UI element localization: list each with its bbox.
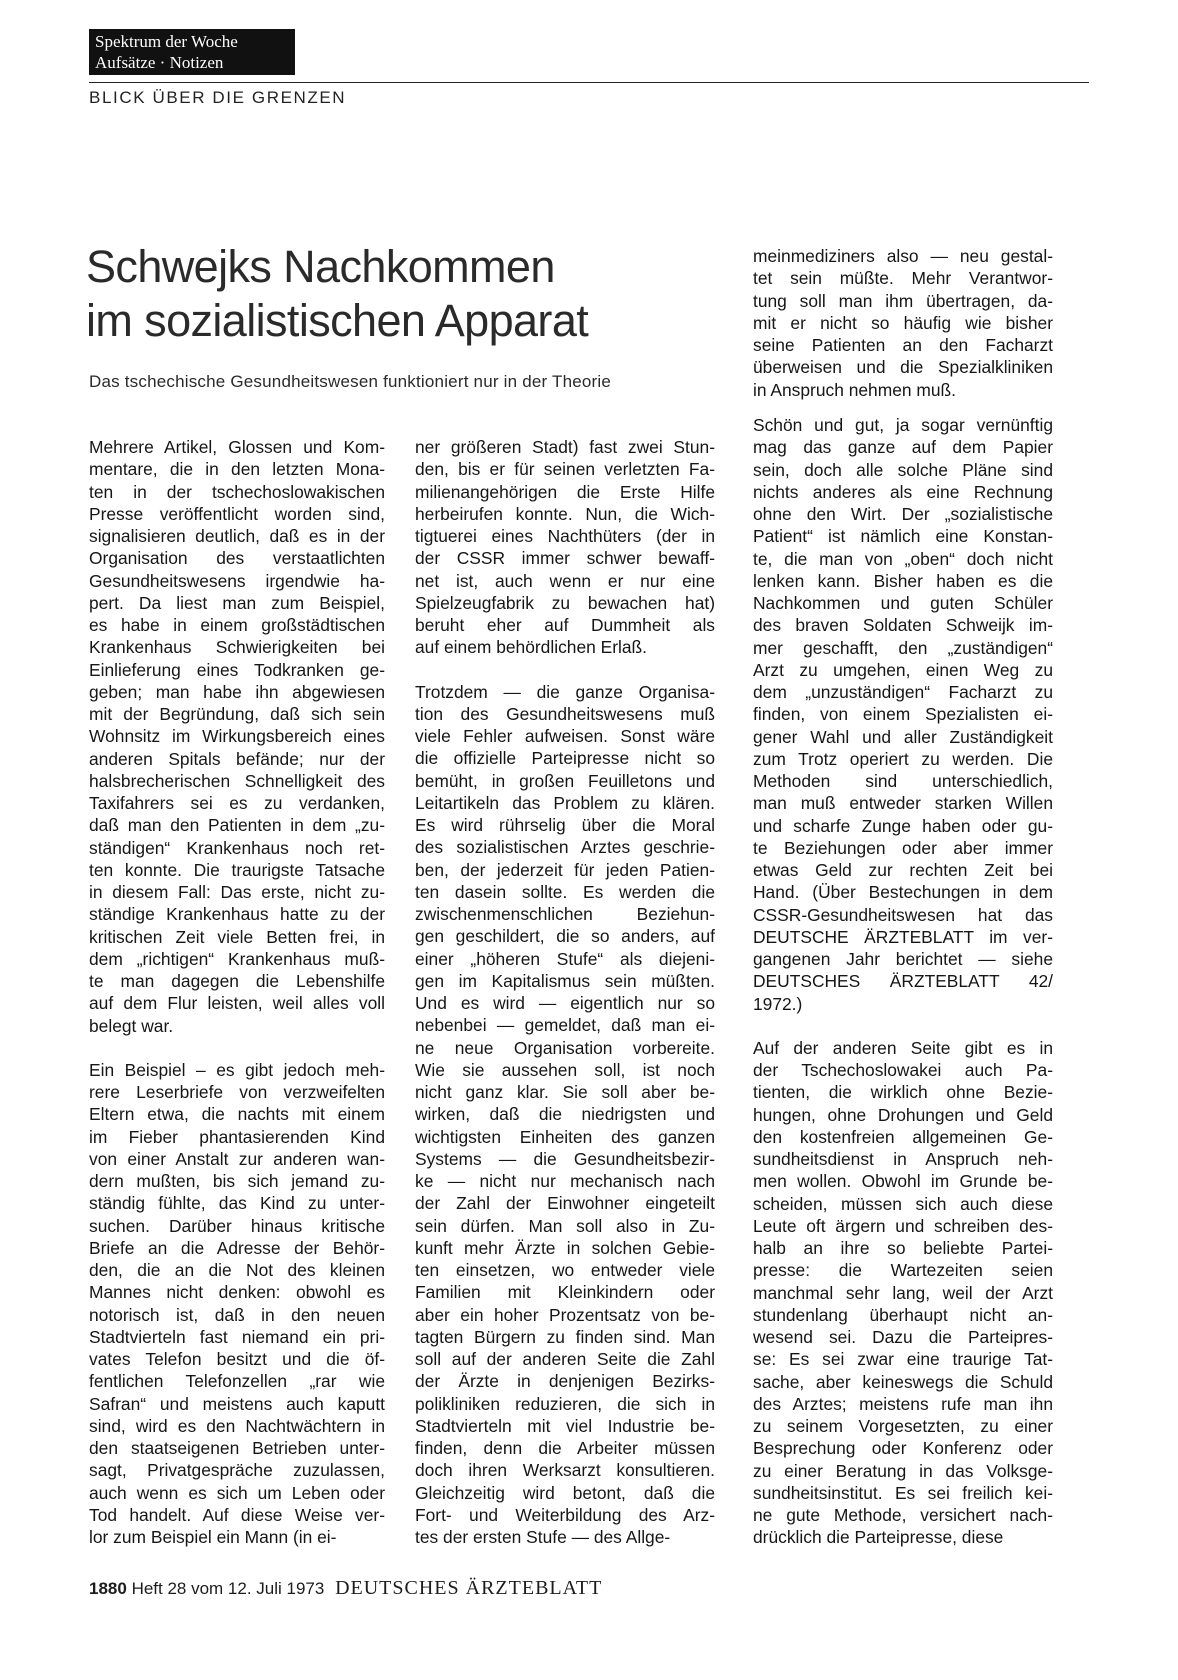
- text-line: geben; man habe ihn abgewiesen: [89, 681, 385, 702]
- text-line: mit der Begründung, daß sich sein: [89, 704, 385, 724]
- text-line: Einlieferung eines Todkranken ge-: [89, 659, 385, 680]
- text-line: nichts anderes als eine Rechnung: [753, 481, 1053, 502]
- text-line: Stadtvierteln fast niemand ein pri-: [89, 1326, 385, 1347]
- text-line: ohne den Wirt. Der „sozialistische: [753, 504, 1053, 524]
- text-line: Fort- und Weiterbildung des Arz-: [415, 1504, 715, 1525]
- text-line: mentare, die in den letzten Mona-: [89, 459, 385, 480]
- text-line: milienangehörigen die Erste Hilfe: [415, 481, 715, 502]
- text-line: Eltern etwa, die nachts mit einem: [89, 1104, 385, 1125]
- text-line: Safran“ und meistens auch kaputt: [89, 1393, 385, 1414]
- article-title-line1: Schwejks Nachkommen: [86, 241, 555, 292]
- paragraph: [753, 1037, 1053, 1549]
- text-line: ten dasein sollte. Es werden die: [415, 881, 715, 902]
- text-line: der Zahl der Einwohner eingeteilt: [415, 1193, 715, 1214]
- text-line: Es wird rührselig über die Moral: [415, 815, 715, 835]
- text-line: etwas Geld zur rechten Zeit bei: [753, 860, 1053, 880]
- text-line: Familien mit Kleinkindern oder: [415, 1282, 715, 1303]
- text-line: der Tschechoslowakei auch Pa-: [753, 1060, 1053, 1080]
- section-label-line1: Spektrum der Woche: [95, 32, 238, 51]
- text-line: Leitartikeln das Problem zu klären.: [415, 792, 715, 813]
- text-line: der CSSR immer schwer bewaff-: [415, 548, 715, 569]
- text-line: Auf der anderen Seite gibt es in: [753, 1037, 1053, 1058]
- text-line: soll auf der anderen Seite die Zahl: [415, 1349, 715, 1369]
- text-column-1: [89, 436, 385, 1570]
- text-line: in diesem Fall: Das erste, nicht zu-: [89, 882, 385, 902]
- text-line: sundheitsdienst in Anspruch neh-: [753, 1149, 1053, 1169]
- text-line: finden, von einem Spezialisten ei-: [753, 704, 1053, 725]
- text-line: fentlichen Telefonzellen „rar wie: [89, 1371, 385, 1392]
- text-line: gen geschildert, die so anders, auf: [415, 926, 715, 947]
- text-line: aber ein hoher Prozentsatz von be-: [415, 1304, 715, 1325]
- text-line: drücklich die Parteipresse, diese: [753, 1527, 1004, 1548]
- text-line: beruht eher auf Dummheit als: [415, 615, 715, 635]
- text-line: gener Wahl und aller Zuständigkeit: [753, 726, 1053, 747]
- text-line: im Fieber phantasierenden Kind: [89, 1126, 385, 1147]
- text-line: überweisen und die Spezialkliniken: [753, 357, 1053, 378]
- text-line: DEUTSCHES ÄRZTEBLATT 42/: [753, 971, 1053, 992]
- text-line: von einer Anstalt zur anderen wan-: [89, 1148, 385, 1169]
- text-line: Wie sie aussehen soll, ist noch: [415, 1059, 715, 1080]
- text-line: dem „richtigen“ Krankenhaus muß-: [89, 948, 385, 969]
- text-line: kritischen Zeit viele Betten frei, in: [89, 926, 385, 947]
- text-line: mag das ganze auf dem Papier: [753, 437, 1053, 458]
- text-line: Systems — die Gesundheitsbezir-: [415, 1148, 715, 1169]
- text-line: belegt war.: [89, 1015, 174, 1036]
- text-line: nicht ganz klar. Sie soll aber be-: [415, 1082, 715, 1102]
- article-subtitle: Das tschechische Gesundheitswesen funktioniert nur in der Theorie: [89, 372, 612, 391]
- text-line: Gesundheitswesens irgendwie ha-: [89, 570, 385, 591]
- text-line: Briefe an die Adresse der Behör-: [89, 1237, 385, 1258]
- text-line: daß man den Patienten in dem „zu-: [89, 815, 385, 836]
- text-line: tigtuerei eines Nachthüters (der in: [415, 526, 715, 546]
- text-line: ben, der jederzeit für jeden Patien-: [415, 859, 715, 880]
- text-line: lor zum Beispiel ein Mann (in ei-: [89, 1527, 337, 1547]
- text-line: anderen Spitals befände; nur der: [89, 748, 385, 769]
- text-line: halsbrecherischen Schnelligkeit des: [89, 770, 385, 791]
- text-line: auf einem behördlichen Erlaß.: [415, 637, 648, 658]
- text-line: sind, wird es den Nachtwächtern in: [89, 1415, 385, 1436]
- text-line: den, die an die Not des kleinen: [89, 1260, 385, 1280]
- text-line: Stadtvierteln mit viel Industrie be-: [415, 1415, 715, 1436]
- text-line: Arzt zu umgehen, einen Weg zu: [753, 659, 1053, 680]
- text-line: manchmal sehr lang, weil der Arzt: [753, 1282, 1053, 1303]
- text-line: 1972.): [753, 993, 803, 1014]
- text-line: zwischenmenschlichen Beziehun-: [415, 904, 715, 924]
- issue-info: Heft 28 vom 12. Juli 1973: [131, 1579, 325, 1598]
- text-line: Ein Beispiel – es gibt jedoch meh-: [89, 1059, 385, 1080]
- text-line: auch wenn es sich um Leben oder: [89, 1482, 385, 1503]
- text-line: Gleichzeitig wird betont, daß die: [415, 1482, 715, 1503]
- text-line: der Ärzte in denjenigen Bezirks-: [415, 1371, 715, 1392]
- text-line: Hand. (Über Bestechungen in dem: [753, 882, 1053, 903]
- text-line: ke — nicht nur mechanisch nach: [415, 1171, 715, 1191]
- text-line: wirken, daß die niedrigsten und: [415, 1104, 715, 1125]
- text-line: herbeirufen konnte. Nun, die Wich-: [415, 503, 715, 524]
- text-line: des sozialistischen Arztes geschrie-: [415, 837, 715, 858]
- text-line: sein, doch alle solche Pläne sind: [753, 459, 1053, 480]
- text-line: Trotzdem — die ganze Organisa-: [415, 681, 715, 702]
- text-line: mit er nicht so häufig wie bisher: [753, 312, 1053, 333]
- text-line: se: Es sei zwar eine traurige Tat-: [753, 1349, 1053, 1370]
- text-line: sache, aber keineswegs die Schuld: [753, 1371, 1053, 1392]
- text-line: presse: die Wartezeiten seien: [753, 1260, 1053, 1281]
- text-line: ne gute Methode, versichert nach-: [753, 1505, 1053, 1525]
- text-line: meinmediziners also — neu gestal-: [753, 246, 1053, 266]
- text-line: zu einer Beratung in das Volksge-: [753, 1460, 1053, 1481]
- text-line: Patient“ ist nämlich eine Konstan-: [753, 526, 1053, 547]
- text-line: Spielzeugfabrik zu bewachen hat): [415, 592, 715, 613]
- text-line: ständig fühlte, das Kind zu unter-: [89, 1193, 385, 1214]
- text-line: mer geschafft, den „zuständigen“: [753, 637, 1053, 658]
- text-line: bemüht, in großen Feuilletons und: [415, 770, 715, 791]
- text-line: ständigen“ Krankenhaus noch ret-: [89, 837, 385, 858]
- text-line: dern mußten, bis sich jemand zu-: [89, 1171, 385, 1191]
- text-line: in Anspruch nehmen muß.: [753, 379, 956, 400]
- text-line: ne neue Organisation vorbereite.: [415, 1037, 715, 1058]
- text-line: Organisation des verstaatlichten: [89, 548, 385, 569]
- paragraph: [415, 681, 715, 1549]
- text-line: des braven Soldaten Schweijk im-: [753, 615, 1053, 636]
- text-line: tienten, die wirklich ohne Bezie-: [753, 1082, 1053, 1103]
- paragraph: [89, 436, 385, 1037]
- article-title-line2: im sozialistischen Apparat: [86, 295, 589, 346]
- text-line: den kostenfreien allgemeinen Ge-: [753, 1126, 1053, 1147]
- text-line: ten konnte. Die traurigste Tatsache: [89, 859, 385, 880]
- text-line: te man dagegen die Lebenshilfe: [89, 971, 385, 991]
- paragraph: [89, 1059, 385, 1549]
- text-line: ständige Krankenhaus hatte zu der: [89, 904, 385, 925]
- text-line: Mannes nicht denken: obwohl es: [89, 1282, 385, 1303]
- text-line: viele Fehler aufweisen. Sonst wäre: [415, 726, 715, 746]
- text-line: notorisch ist, daß in den neuen: [89, 1304, 385, 1325]
- text-line: Wohnsitz im Wirkungsbereich eines: [89, 726, 385, 747]
- text-line: es habe in einem großstädtischen: [89, 615, 385, 635]
- text-line: doch ihren Werksarzt konsultieren.: [415, 1460, 715, 1481]
- text-line: ner größeren Stadt) fast zwei Stun-: [415, 437, 715, 457]
- text-line: halb an ihre so beliebte Partei-: [753, 1238, 1053, 1258]
- text-line: te, die man von „oben“ doch nicht: [753, 548, 1053, 569]
- text-line: men wollen. Obwohl im Grunde be-: [753, 1171, 1053, 1192]
- section-label-box: [89, 29, 295, 75]
- text-line: den staatseigenen Betrieben unter-: [89, 1438, 385, 1458]
- text-line: vates Telefon besitzt und die öf-: [89, 1349, 385, 1369]
- text-line: suchen. Darüber hinaus kritische: [89, 1215, 385, 1236]
- text-line: tion des Gesundheitswesens muß: [415, 703, 715, 724]
- text-line: einer „höheren Stufe“ als diejeni-: [415, 948, 715, 969]
- text-line: man muß entweder starken Willen: [753, 793, 1053, 814]
- text-line: ten in der tschechoslowakischen: [89, 481, 385, 502]
- page-footer: [89, 1577, 602, 1600]
- text-line: Taxifahrers sei es zu verdanken,: [89, 793, 385, 813]
- paragraph: [753, 245, 1053, 401]
- text-line: gen im Kapitalismus sein müßten.: [415, 970, 715, 991]
- text-line: te Beziehungen oder aber immer: [753, 837, 1053, 858]
- text-line: sagt, Privatgespräche zuzulassen,: [89, 1460, 385, 1481]
- text-line: CSSR-Gesundheitswesen hat das: [753, 904, 1053, 925]
- text-line: den, bis er für seinen verletzten Fa-: [415, 459, 715, 480]
- text-column-3: [753, 414, 1053, 1571]
- text-line: sundheitsinstitut. Es sei freilich kei-: [753, 1482, 1053, 1503]
- text-line: rere Leserbriefe von verzweifelten: [89, 1082, 385, 1102]
- text-line: wichtigsten Einheiten des ganzen: [415, 1126, 715, 1147]
- text-line: net ist, auch wenn er nur eine: [415, 570, 715, 591]
- text-column-2: [415, 436, 715, 1570]
- text-line: tung soll man ihm übertragen, da-: [753, 290, 1053, 311]
- paragraph: [753, 414, 1053, 1015]
- text-line: Leute oft ärgern und schreiben des-: [753, 1215, 1053, 1236]
- text-line: hungen, ohne Drohungen und Geld: [753, 1104, 1053, 1125]
- text-line: dem „unzuständigen“ Facharzt zu: [753, 682, 1053, 702]
- text-line: tet sein müßte. Mehr Verantwor-: [753, 268, 1053, 289]
- text-line: Methoden sind unterschiedlich,: [753, 771, 1053, 791]
- text-line: nebenbei — gemeldet, daß man ei-: [415, 1015, 715, 1036]
- text-column-3-top: [753, 245, 1053, 423]
- text-line: polikliniken reduzieren, die sich in: [415, 1393, 715, 1414]
- text-line: kunft mehr Ärzte in solchen Gebie-: [415, 1237, 715, 1258]
- journal-name: DEUTSCHES ÄRZTEBLATT: [335, 1577, 603, 1599]
- text-line: Mehrere Artikel, Glossen und Kom-: [89, 437, 385, 457]
- paragraph: [415, 436, 715, 659]
- text-line: scheiden, müssen sich auch diese: [753, 1193, 1053, 1214]
- text-line: auf dem Flur leisten, weil alles voll: [89, 993, 385, 1014]
- text-line: die offizielle Parteipresse nicht so: [415, 748, 715, 769]
- text-line: Und es wird — eigentlich nur so: [415, 993, 715, 1013]
- text-line: DEUTSCHE ÄRZTEBLATT im ver-: [753, 926, 1053, 947]
- header-rule: [89, 82, 1089, 83]
- text-line: gangenen Jahr berichtet — siehe: [753, 949, 1053, 969]
- text-line: und scharfe Zunge haben oder gu-: [753, 815, 1053, 836]
- text-line: ten einsetzen, wo entweder viele: [415, 1260, 715, 1280]
- text-line: seine Patienten an den Facharzt: [753, 335, 1053, 355]
- page-number: 1880: [89, 1579, 127, 1598]
- text-line: Besprechung oder Konferenz oder: [753, 1438, 1053, 1459]
- text-line: stundenlang überhaupt nicht an-: [753, 1304, 1053, 1325]
- text-line: signalisieren deutlich, daß es in der: [89, 526, 385, 546]
- text-line: wesend sei. Dazu die Parteipres-: [753, 1327, 1053, 1347]
- text-line: tes der ersten Stufe — des Allge-: [415, 1527, 671, 1547]
- text-line: zum Trotz operiert zu werden. Die: [753, 748, 1053, 769]
- text-line: pert. Da liest man zum Beispiel,: [89, 592, 385, 613]
- text-line: lenken kann. Bisher haben es die: [753, 570, 1053, 591]
- text-line: Nachkommen und guten Schüler: [753, 593, 1053, 613]
- article-title: [86, 240, 726, 348]
- text-line: zu seinem Vorgesetzten, zu einer: [753, 1416, 1053, 1436]
- text-line: Presse veröffentlicht worden sind,: [89, 503, 385, 524]
- text-line: Tod handelt. Auf diese Weise ver-: [89, 1504, 385, 1525]
- text-line: Schön und gut, ja sogar vernünftig: [753, 415, 1053, 435]
- text-line: Krankenhaus Schwierigkeiten bei: [89, 637, 385, 658]
- text-line: tagten Bürgern zu finden sind. Man: [415, 1326, 715, 1347]
- text-line: des Arztes; meistens rufe man ihn: [753, 1393, 1053, 1414]
- rubric-heading: BLICK ÜBER DIE GRENZEN: [89, 88, 347, 107]
- section-label-line2: Aufsätze · Notizen: [95, 53, 224, 72]
- text-line: sein dürfen. Man soll also in Zu-: [415, 1215, 715, 1236]
- text-line: finden, denn die Arbeiter müssen: [415, 1438, 715, 1458]
